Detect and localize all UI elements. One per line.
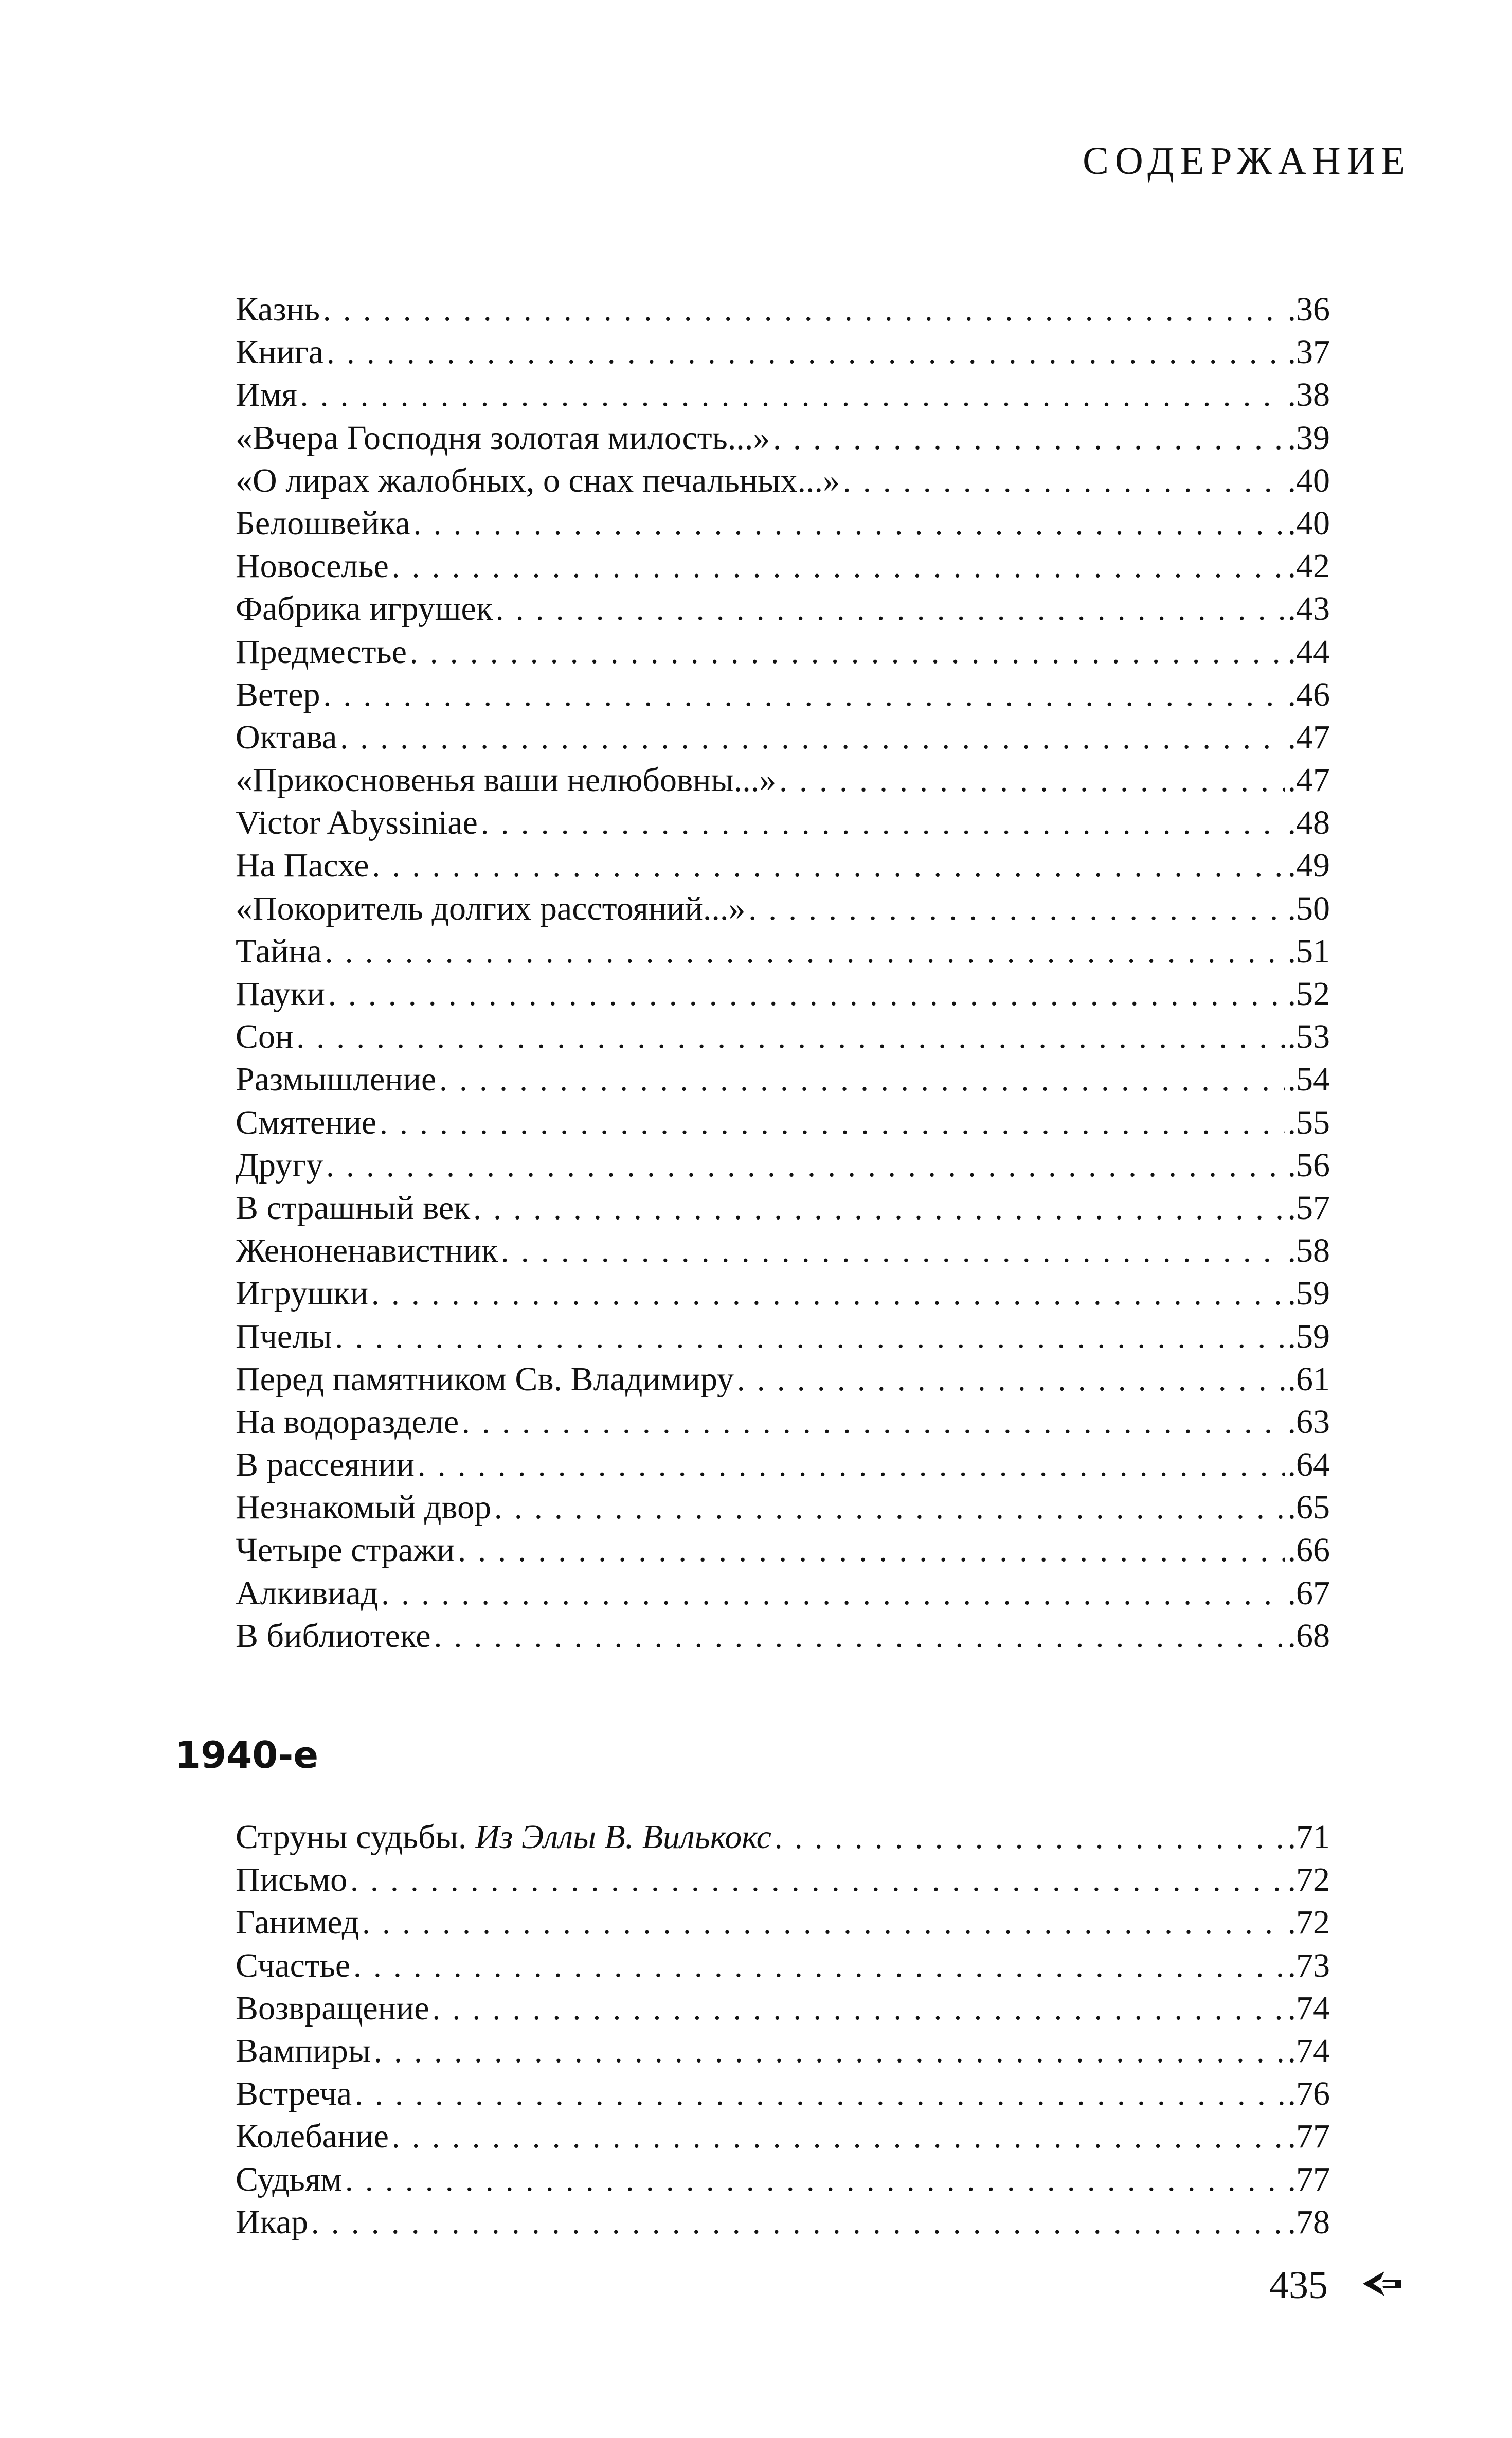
toc-entry-page: .46: [1287, 675, 1330, 713]
dot-leader: [372, 845, 1285, 888]
toc-entry-title: Игрушки: [236, 1275, 369, 1313]
toc-entry-page: .76: [1287, 2075, 1330, 2113]
toc-entry-page: .43: [1287, 590, 1330, 628]
toc-entry-page: .68: [1287, 1617, 1330, 1655]
toc-entry-page: .61: [1287, 1360, 1330, 1398]
toc-entry-title: Имя: [236, 376, 297, 414]
toc-entry-page: .53: [1287, 1018, 1330, 1056]
dot-leader: [381, 1573, 1284, 1616]
toc-entry: [236, 1229, 1330, 1272]
toc-entry-page: .67: [1287, 1574, 1330, 1612]
toc-entry-page: .66: [1287, 1531, 1330, 1569]
toc-entry-title: Пауки: [236, 975, 325, 1013]
toc-entry-page: .63: [1287, 1403, 1330, 1441]
toc-entry-page: .65: [1287, 1489, 1330, 1527]
toc-entry: [236, 673, 1330, 716]
toc-entry: [236, 1944, 1330, 1987]
toc-entry-title: Возвращение: [236, 1989, 429, 2027]
toc-entry-title: Алкивиад: [236, 1574, 379, 1612]
dot-leader: [335, 1316, 1284, 1359]
section-heading: 1940-е: [175, 1733, 319, 1777]
toc-entry: [236, 1358, 1330, 1401]
toc-entry-title: Вампиры: [236, 2032, 371, 2070]
toc-entry: [236, 1858, 1330, 1901]
dot-leader: [433, 1988, 1285, 2031]
page-number: 435: [1269, 2264, 1328, 2307]
toc-entry-page: .40: [1287, 461, 1330, 499]
dot-leader: [473, 1188, 1284, 1230]
dot-leader: [345, 2159, 1284, 2202]
dot-leader: [773, 418, 1284, 460]
toc-entry-title: На водоразделе: [236, 1403, 459, 1441]
toc-entry-title: Колебание: [236, 2118, 389, 2156]
dot-leader: [380, 1102, 1284, 1145]
toc-entry: [236, 759, 1330, 801]
toc-entry: [236, 930, 1330, 973]
toc-entry-title: Письмо: [236, 1861, 348, 1899]
toc-entry-title: «О лирах жалобных, о снах печальных...»: [236, 461, 840, 499]
toc-entry-title: Другу: [236, 1146, 323, 1184]
dot-leader: [326, 1145, 1284, 1188]
dot-leader: [501, 1230, 1285, 1273]
toc-entry: [236, 1315, 1330, 1358]
dot-leader: [340, 717, 1284, 760]
toc-entry-title: «Прикосновенья ваши нелюбовны...»: [236, 761, 777, 799]
dot-leader: [350, 1859, 1284, 1902]
toc-entry: [236, 1615, 1330, 1657]
toc-entry-title: Судьям: [236, 2160, 343, 2198]
toc-entry-title: Казнь: [236, 291, 320, 328]
toc-entry-title: Ганимед: [236, 1904, 359, 1942]
toc-entry-title: «Покоритель долгих расстояний...»: [236, 889, 746, 927]
dot-leader: [410, 632, 1285, 674]
toc-entry: [236, 459, 1330, 502]
toc-entry-page: .78: [1287, 2203, 1330, 2241]
dot-leader: [392, 2116, 1285, 2159]
toc-entry: [236, 2115, 1330, 2158]
dot-leader: [327, 332, 1284, 374]
running-head: СОДЕРЖАНИЕ: [1083, 139, 1411, 183]
toc-entry-title: Новоселье: [236, 547, 389, 585]
toc-entry: [236, 2158, 1330, 2201]
toc-entry-page: .47: [1287, 761, 1330, 799]
toc-entry-title: Перед памятником Св. Владимиру: [236, 1360, 734, 1398]
toc-entry-page: .59: [1287, 1317, 1330, 1355]
toc-entry: [236, 2030, 1330, 2072]
toc-entry-page: .49: [1287, 847, 1330, 885]
dot-leader: [325, 931, 1285, 974]
toc-entry-page: .42: [1287, 547, 1330, 585]
dot-leader: [296, 1016, 1284, 1059]
dot-leader: [323, 674, 1284, 717]
toc-entry-page: .52: [1287, 975, 1330, 1013]
toc-entry: [236, 1529, 1330, 1571]
toc-entry-page: .51: [1287, 932, 1330, 970]
toc-entry-page: .73: [1287, 1946, 1330, 1984]
toc-entry-title-main: Струны судьбы.: [236, 1818, 467, 1856]
toc-entry: [236, 1401, 1330, 1443]
toc-entry-title: В библиотеке: [236, 1617, 431, 1655]
toc-entry-title: Икар: [236, 2203, 309, 2241]
toc-entry-title: «Вчера Господня золотая милость...»: [236, 419, 770, 457]
toc-entry-page: .74: [1287, 2032, 1330, 2070]
toc-entry-page: .72: [1287, 1904, 1330, 1942]
toc-entry: [236, 1144, 1330, 1187]
toc-list-main: [236, 288, 1330, 1657]
toc-entry: [236, 1015, 1330, 1058]
toc-entry-title: Ветер: [236, 675, 320, 713]
toc-entry-title: Женоненавистник: [236, 1232, 498, 1270]
toc-entry-page: .77: [1287, 2160, 1330, 2198]
toc-entry: [236, 2072, 1330, 2115]
toc-entry-title: Предместье: [236, 633, 407, 671]
toc-entry-page: .39: [1287, 419, 1330, 457]
toc-entry: [236, 1443, 1330, 1486]
toc-entry: [236, 1272, 1330, 1315]
toc-entry-page: .50: [1287, 889, 1330, 927]
dot-leader: [328, 974, 1285, 1016]
toc-entry-title: На Пасхе: [236, 847, 369, 885]
toc-entry-title: В рассеянии: [236, 1446, 415, 1484]
toc-entry-page: .54: [1287, 1061, 1330, 1099]
toc-entry: [236, 887, 1330, 930]
toc-entry-title: Четыре стражи: [236, 1531, 455, 1569]
dot-leader: [494, 1487, 1284, 1530]
toc-entry: [236, 1901, 1330, 1944]
toc-entry: [236, 1987, 1330, 2030]
dot-leader: [775, 1817, 1285, 1859]
dot-leader: [371, 1273, 1284, 1316]
toc-entry-page: .58: [1287, 1232, 1330, 1270]
dot-leader: [481, 802, 1285, 845]
toc-entry-title: Сон: [236, 1018, 294, 1056]
toc-entry-title: Счастье: [236, 1946, 351, 1984]
toc-entry: [236, 1572, 1330, 1615]
toc-entry-page: .77: [1287, 2118, 1330, 2156]
dot-leader: [843, 460, 1284, 503]
toc-entry-page: .72: [1287, 1861, 1330, 1899]
dot-leader: [413, 503, 1285, 546]
toc-list-1940s: [236, 1816, 1330, 2244]
arrow-ornament-icon: [1358, 2268, 1404, 2299]
toc-entry-title: Фабрика игрушек: [236, 590, 493, 628]
toc-entry-title: [236, 1816, 771, 1858]
toc-entry-page: .36: [1287, 291, 1330, 328]
toc-entry: [236, 288, 1330, 331]
toc-entry-page: .48: [1287, 804, 1330, 842]
dot-leader: [458, 1530, 1284, 1572]
dot-leader: [779, 760, 1284, 802]
toc-entry-title: Книга: [236, 333, 324, 371]
toc-entry-title: Пчелы: [236, 1317, 332, 1355]
toc-entry: [236, 331, 1330, 373]
toc-entry: [236, 417, 1330, 459]
toc-entry: [236, 844, 1330, 887]
toc-entry-page: .74: [1287, 1989, 1330, 2027]
toc-entry-page: .55: [1287, 1103, 1330, 1141]
toc-entry: [236, 631, 1330, 673]
toc-entry: [236, 502, 1330, 545]
toc-entry-title: Незнакомый двор: [236, 1489, 492, 1527]
dot-leader: [362, 1902, 1284, 1945]
toc-entry: [236, 1101, 1330, 1144]
toc-entry-title: Размышление: [236, 1061, 437, 1099]
toc-entry-page: .44: [1287, 633, 1330, 671]
dot-leader: [392, 546, 1285, 588]
toc-entry-page: .40: [1287, 504, 1330, 542]
toc-entry: [236, 1187, 1330, 1229]
dot-leader: [311, 2202, 1284, 2245]
toc-entry: [236, 373, 1330, 416]
dot-leader: [353, 1945, 1284, 1988]
dot-leader: [737, 1359, 1285, 1402]
toc-entry-page: .64: [1287, 1446, 1330, 1484]
toc-entry-title: Тайна: [236, 932, 322, 970]
dot-leader: [462, 1402, 1284, 1444]
toc-entry-title: Белошвейка: [236, 504, 410, 542]
toc-entry: [236, 545, 1330, 587]
toc-entry: [236, 2201, 1330, 2244]
toc-entry-page: .37: [1287, 333, 1330, 371]
dot-leader: [434, 1616, 1285, 1658]
dot-leader: [496, 588, 1285, 631]
dot-leader: [439, 1059, 1284, 1102]
toc-entry: [236, 587, 1330, 630]
toc-entry-page: .47: [1287, 718, 1330, 756]
toc-entry: [236, 1486, 1330, 1529]
toc-entry-title: Октава: [236, 718, 337, 756]
toc-entry: [236, 1816, 1330, 1858]
toc-entry: [236, 1058, 1330, 1101]
toc-entry-page: .59: [1287, 1275, 1330, 1313]
toc-entry-title: Смятение: [236, 1103, 377, 1141]
dot-leader: [323, 289, 1285, 332]
toc-entry-title: Встреча: [236, 2075, 352, 2113]
toc-entry-title: Victor Abyssiniae: [236, 804, 478, 842]
toc-entry-page: .38: [1287, 376, 1330, 414]
toc-entry-title-translation: Из Эллы В. Вилькокс: [475, 1818, 771, 1856]
toc-entry-page: .56: [1287, 1146, 1330, 1184]
dot-leader: [374, 2031, 1284, 2073]
toc-entry-page: .71: [1287, 1818, 1330, 1856]
toc-entry-page: .57: [1287, 1189, 1330, 1227]
dot-leader: [300, 374, 1285, 417]
dot-leader: [418, 1444, 1285, 1487]
toc-entry: [236, 973, 1330, 1015]
toc-entry: [236, 801, 1330, 844]
toc-entry-title: В страшный век: [236, 1189, 471, 1227]
dot-leader: [748, 888, 1284, 931]
dot-leader: [355, 2073, 1284, 2116]
toc-entry: [236, 716, 1330, 759]
